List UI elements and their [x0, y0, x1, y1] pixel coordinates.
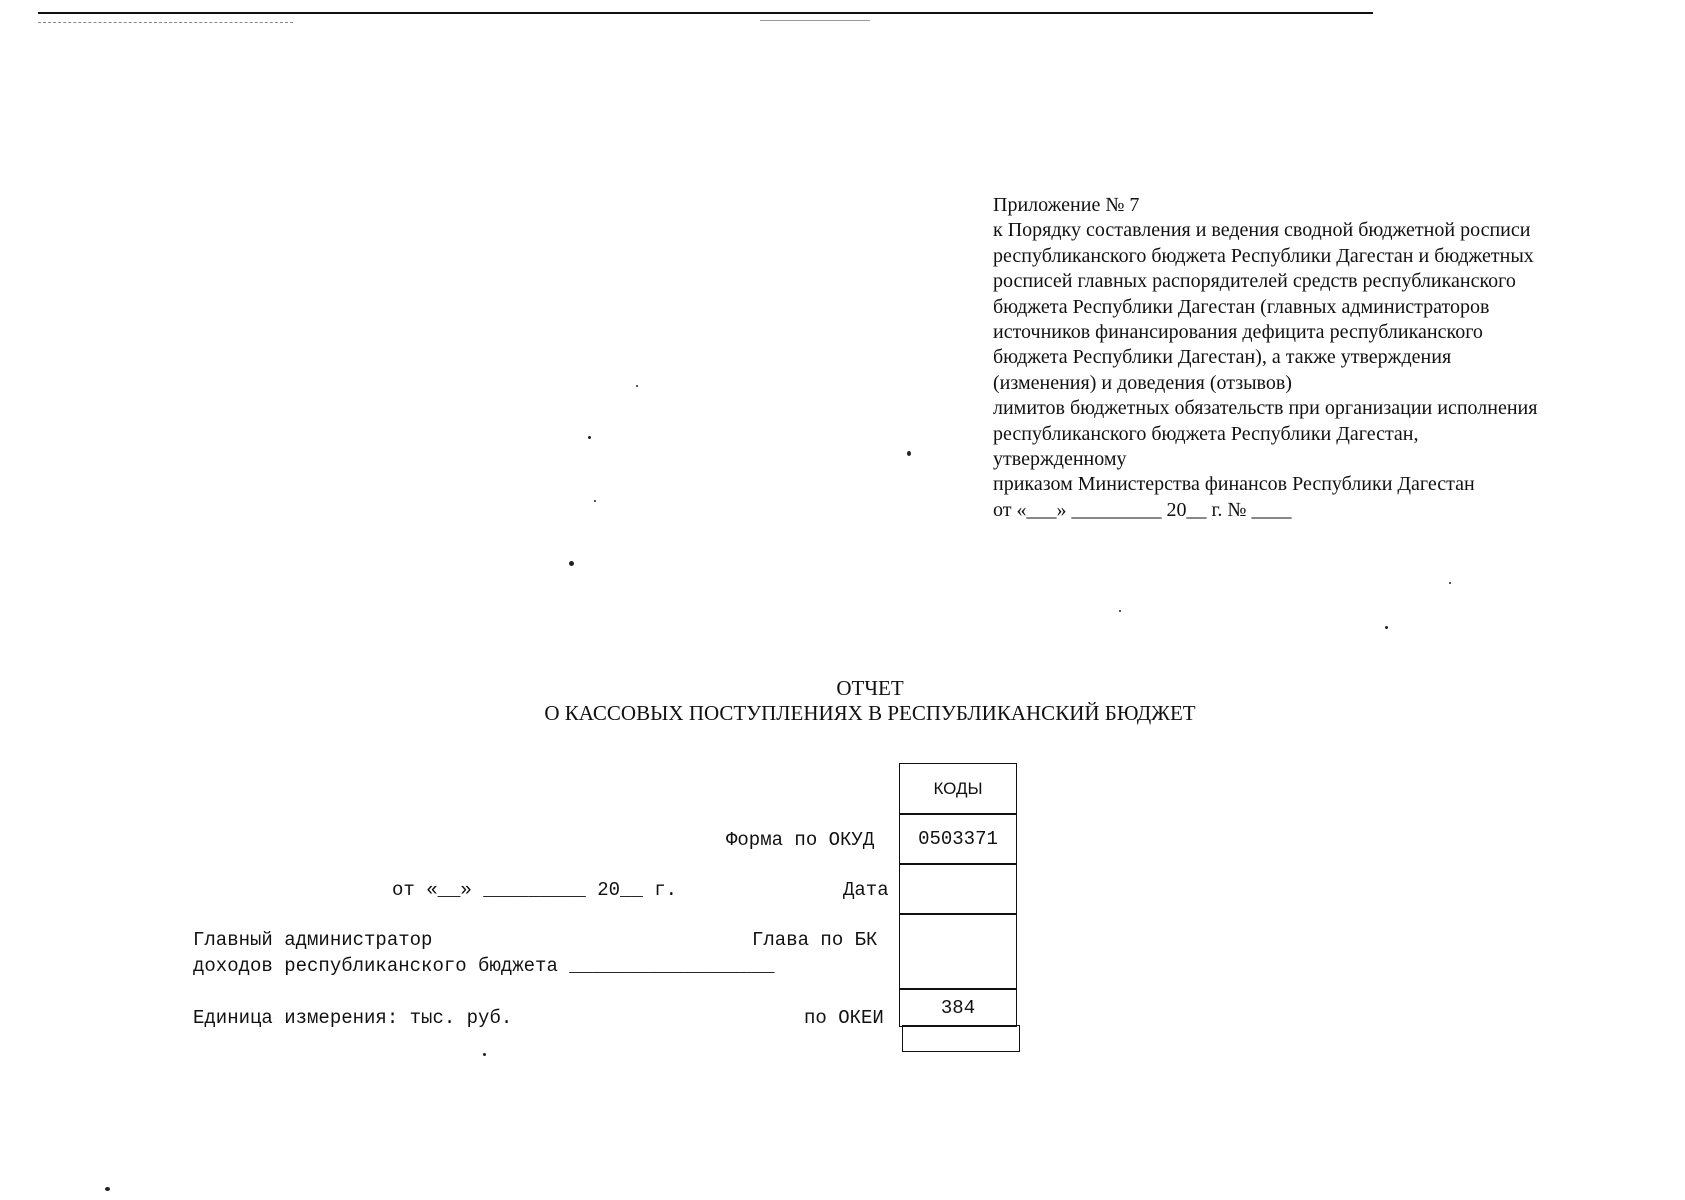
appendix-line: приказом Министерства финансов Республики Дагестан [993, 473, 1475, 496]
okud-code: 0503371 [918, 828, 998, 850]
appendix-line: источников финансирования дефицита республиканского [993, 321, 1483, 344]
appendix-line: утвержденному [993, 448, 1127, 471]
okei-code: 384 [940, 997, 976, 1019]
scan-speck [636, 385, 638, 387]
appendix-line: росписей главных распорядителей средств республиканского [993, 270, 1516, 293]
top-rule [38, 12, 1373, 14]
top-rule-faint [38, 22, 293, 24]
appendix-line: республиканского бюджета Республики Дагестан и бюджетных [993, 244, 1534, 267]
top-rule-faint-right [760, 20, 870, 21]
bk-code-cell[interactable] [899, 913, 1017, 990]
report-title: ОТЧЕТ [836, 676, 904, 700]
scan-speck [105, 1187, 110, 1191]
date-code-cell[interactable] [899, 863, 1017, 915]
scan-speck [1449, 582, 1451, 584]
unit-label: Единица измерения: тыс. руб. [193, 1007, 513, 1029]
bk-label: Глава по БК [752, 929, 878, 951]
date-label: Дата [843, 879, 889, 901]
admin-label-line1: Главный администратор [193, 929, 433, 951]
scan-speck [907, 451, 911, 456]
scan-speck [569, 561, 574, 566]
report-date-line: от «__» _________ 20__ г. [392, 879, 678, 901]
scan-speck [483, 1053, 486, 1056]
appendix-line: республиканского бюджета Республики Дагестан, [993, 422, 1419, 445]
scan-speck [594, 500, 596, 502]
appendix-line: лимитов бюджетных обязательств при организации исполнения [993, 397, 1538, 420]
okei-label: по ОКЕИ [804, 1007, 884, 1029]
codes-header: КОДЫ [933, 779, 983, 798]
extra-code-cell[interactable] [902, 1025, 1020, 1052]
scan-speck [588, 436, 591, 439]
appendix-line: Приложение № 7 [993, 194, 1140, 216]
okud-code-cell[interactable] [899, 813, 1017, 865]
codes-header-cell [899, 763, 1017, 815]
appendix-line: бюджета Республики Дагестан (главных администраторов [993, 295, 1490, 318]
appendix-line: бюджета Республики Дагестан), а также утверждения [993, 346, 1452, 369]
appendix-block [993, 193, 1633, 523]
admin-label-line2: доходов республиканского бюджета __________________ [193, 955, 775, 977]
appendix-line: (изменения) и доведения (отзывов) [993, 371, 1292, 394]
scan-speck [1119, 610, 1121, 612]
report-subtitle: О КАССОВЫХ ПОСТУПЛЕНИЯХ В РЕСПУБЛИКАНСКИЙ БЮДЖЕТ [544, 701, 1196, 725]
okud-label: Форма по ОКУД [726, 829, 875, 851]
appendix-line: от «___» _________ 20__ г. № ____ [993, 498, 1292, 521]
scan-speck [1385, 626, 1388, 629]
appendix-line: к Порядку составления и ведения сводной бюджетной росписи [993, 219, 1531, 242]
okei-code-cell[interactable] [899, 988, 1017, 1027]
